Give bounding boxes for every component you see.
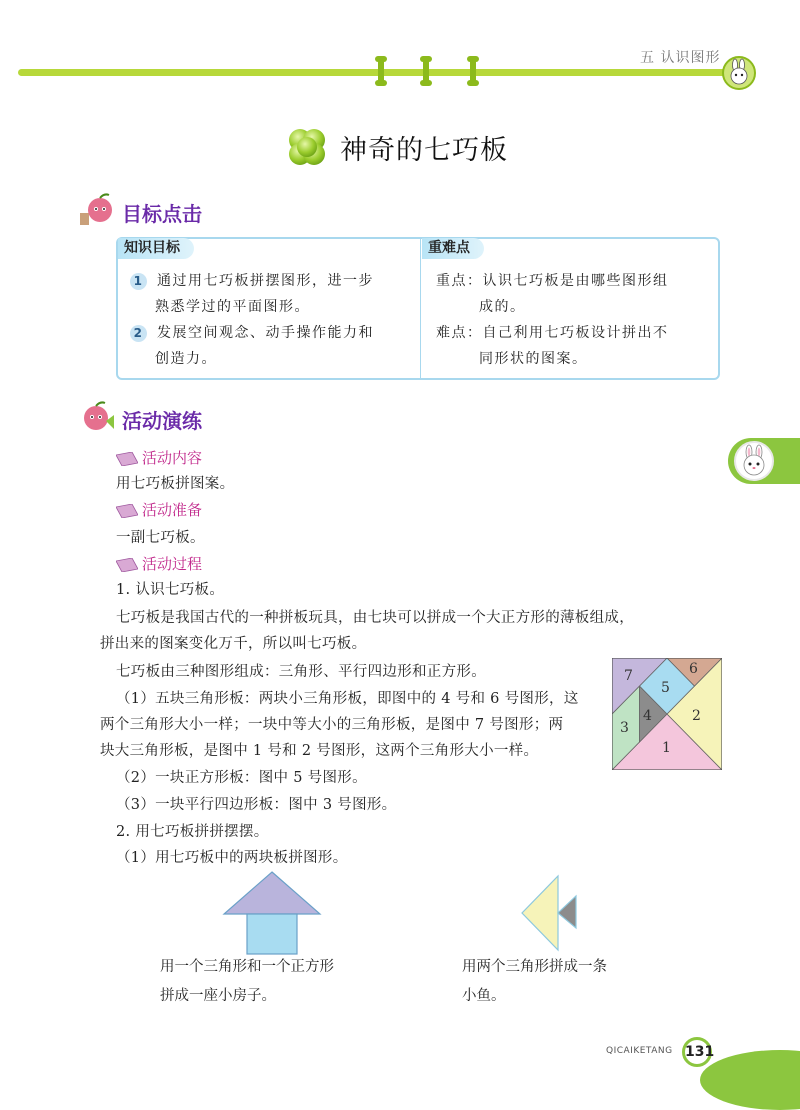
activity-process-heading: 活动过程 xyxy=(142,555,203,573)
rabbit-mascot-icon xyxy=(722,56,756,90)
goal-text: 通过用七巧板拼摆图形，进一步 xyxy=(156,273,374,289)
binder-clip-icon xyxy=(378,56,384,86)
caption-line: 小鱼。 xyxy=(462,988,506,1004)
caption-line: 用两个三角形拼成一条 xyxy=(462,959,607,975)
chapter-label: 五 认识图形 xyxy=(640,50,721,66)
binder-clip-icon xyxy=(423,56,429,86)
paragraph-text: 七巧板由三种图形组成：三角形、平行四边形和正方形。 xyxy=(116,664,486,680)
fish-shape xyxy=(518,874,588,954)
tangram-label: 3 xyxy=(620,720,629,736)
goal-text: 熟悉学过的平面图形。 xyxy=(155,299,310,315)
process-step-1: 1. 认识七巧板。 xyxy=(116,582,225,598)
caption-line: 拼成一座小房子。 xyxy=(160,988,276,1004)
page-title: 神奇的七巧板 xyxy=(340,135,508,166)
tangram-label: 7 xyxy=(624,668,633,684)
goal-item-2 xyxy=(130,320,374,346)
caption-line: 用一个三角形和一个正方形 xyxy=(160,959,334,975)
knowledge-goals-tag: 知识目标 xyxy=(118,238,194,259)
fish-caption xyxy=(462,953,607,1011)
notebook-icon xyxy=(116,557,138,571)
fish-tail-triangle xyxy=(558,896,576,928)
paragraph-text: （2）一块正方形板：图中 5 号图形。 xyxy=(116,770,367,786)
goals-divider xyxy=(420,239,421,378)
paragraph-text: 两个三角形大小一样；一块中等大小的三角形板，是图中 7 号图形；两 xyxy=(100,717,564,733)
house-shape xyxy=(222,870,322,955)
goal-text: 创造力。 xyxy=(155,351,217,367)
binder-clip-icon xyxy=(470,56,476,86)
key-point-text: 成的。 xyxy=(479,299,526,315)
paragraph-text: （1）用七巧板中的两块板拼图形。 xyxy=(116,850,348,866)
key-point-text: 重点：认识七巧板是由哪些图形组 xyxy=(436,273,669,289)
apple-mascot-icon xyxy=(78,401,116,435)
clover-icon xyxy=(285,125,329,169)
apple-mascot-icon xyxy=(78,193,116,227)
key-difficulty-tag: 重难点 xyxy=(422,238,484,259)
paragraph-text: 七巧板是我国古代的一种拼板玩具，由七块可以拼成一个大正方形的薄板组成， xyxy=(116,610,634,626)
goal-number: 2 xyxy=(130,325,147,342)
section-title-goals: 目标点击 xyxy=(122,202,202,226)
goal-number: 1 xyxy=(130,273,147,290)
difficulty-point-text: 难点：自己利用七巧板设计拼出不 xyxy=(436,325,669,341)
paragraph-text: （1）五块三角形板：两块小三角形板，即图中的 4 号和 6 号图形，这 xyxy=(116,691,579,707)
tangram-label: 5 xyxy=(661,680,670,696)
paragraph-text: 块大三角形板，是图中 1 号和 2 号图形，这两个三角形大小一样。 xyxy=(100,743,539,759)
activity-content-heading: 活动内容 xyxy=(142,449,203,467)
tangram-label: 1 xyxy=(662,740,671,756)
fish-body-triangle xyxy=(522,876,558,950)
page-number-badge xyxy=(682,1037,715,1067)
tangram-label: 4 xyxy=(643,708,652,724)
page-number: 131 xyxy=(685,1044,715,1060)
tangram-label: 6 xyxy=(689,661,698,677)
tangram-label: 2 xyxy=(692,708,701,724)
difficulty-point-text: 同形状的图案。 xyxy=(479,351,588,367)
activity-prep-heading: 活动准备 xyxy=(142,501,203,519)
paragraph-text: 拼出来的图案变化万千，所以叫七巧板。 xyxy=(100,636,367,652)
house-roof-triangle xyxy=(224,872,320,914)
activity-prep-text: 一副七巧板。 xyxy=(116,530,205,546)
footer-label: QICAIKETANG xyxy=(606,1046,673,1056)
tangram-figure xyxy=(612,658,722,770)
paragraph-text: （3）一块平行四边形板：图中 3 号图形。 xyxy=(116,797,397,813)
activity-content-text: 用七巧板拼图案。 xyxy=(116,476,235,492)
rabbit-face-icon xyxy=(734,441,774,481)
house-caption xyxy=(160,953,334,1011)
goal-text: 发展空间观念、动手操作能力和 xyxy=(156,325,374,341)
process-step-2: 2. 用七巧板拼拼摆摆。 xyxy=(116,824,269,840)
house-body-square xyxy=(247,914,297,954)
goal-item-1 xyxy=(130,268,374,294)
footer-decoration xyxy=(700,1050,800,1110)
notebook-icon xyxy=(116,503,138,517)
notebook-icon xyxy=(116,451,138,465)
section-title-activity: 活动演练 xyxy=(122,409,202,433)
